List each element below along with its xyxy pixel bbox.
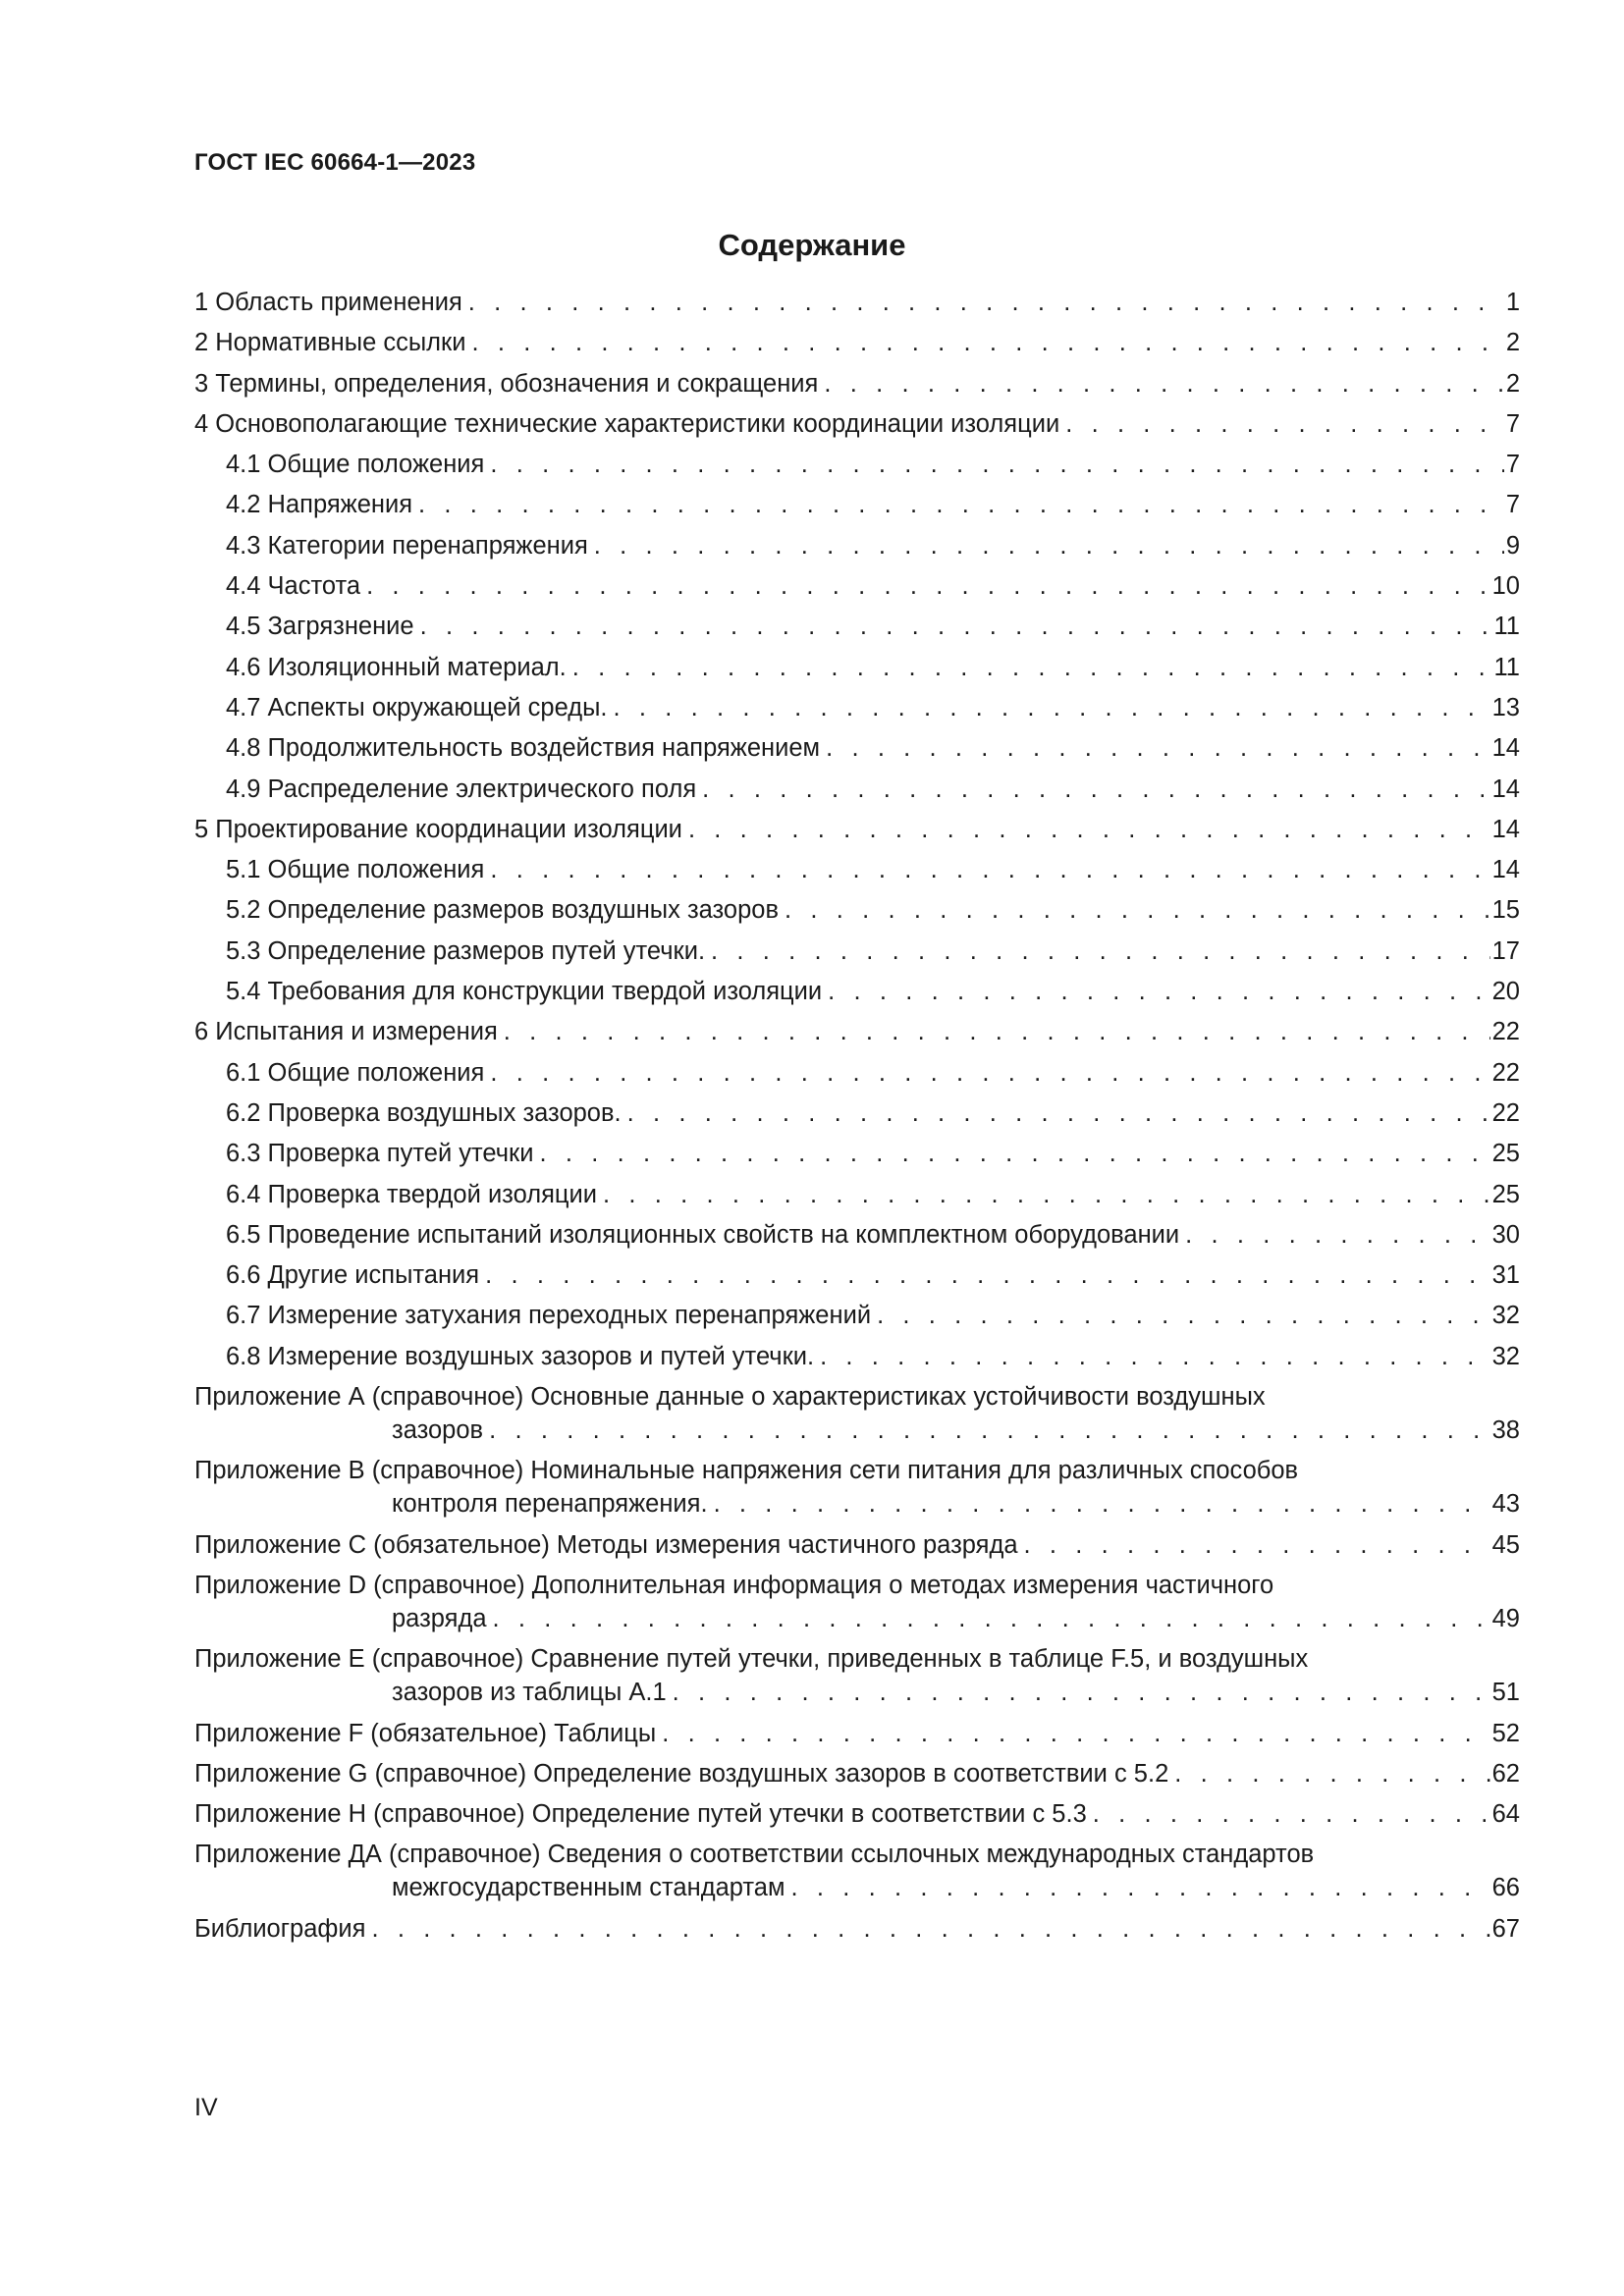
toc-annex-entry[interactable] xyxy=(194,1528,1520,1562)
toc-entry[interactable] xyxy=(194,1178,1520,1211)
dot-leader xyxy=(790,1871,1489,1904)
toc-entry[interactable] xyxy=(194,448,1520,481)
dot-leader xyxy=(490,448,1503,481)
toc-entry-label: Библиография xyxy=(194,1914,366,1943)
dot-leader xyxy=(603,1178,1490,1211)
toc-entry-label: 6.1 Общие положения xyxy=(226,1058,485,1087)
toc-entry-page: 7 xyxy=(1505,409,1520,438)
toc-entry-label: 4.5 Загрязнение xyxy=(226,613,414,641)
toc-entry-page: 45 xyxy=(1491,1530,1520,1559)
toc-entry-page: 66 xyxy=(1491,1874,1520,1902)
toc-entry-page: 17 xyxy=(1491,936,1520,965)
toc-entry-page: 32 xyxy=(1491,1302,1520,1330)
dot-leader xyxy=(504,1015,1490,1048)
table-of-contents xyxy=(194,286,1520,1952)
dot-leader xyxy=(877,1299,1490,1332)
toc-entry-label: 6.8 Измерение воздушных зазоров и путей утечки. xyxy=(226,1342,815,1370)
toc-entry-label-continued: разряда xyxy=(392,1604,487,1632)
toc-entry-label: Приложение D (справочное) Дополнительная информация о методах измерения частичного xyxy=(194,1571,1274,1599)
toc-entry-page: 7 xyxy=(1505,451,1520,479)
dot-leader xyxy=(627,1096,1490,1130)
dot-leader xyxy=(820,1340,1490,1373)
toc-entry[interactable] xyxy=(194,569,1520,603)
toc-entry[interactable] xyxy=(194,367,1520,400)
toc-entry[interactable] xyxy=(194,651,1520,684)
toc-entry-label-continued: зазоров из таблицы А.1 xyxy=(392,1679,667,1707)
toc-entry-label-continued: межгосударственным стандартам xyxy=(392,1874,785,1902)
toc-entry-page: 25 xyxy=(1491,1180,1520,1208)
toc-entry-page: 1 xyxy=(1505,289,1520,316)
toc-entry-page: 11 xyxy=(1493,653,1520,681)
dot-leader xyxy=(828,975,1489,1008)
toc-entry-page: 7 xyxy=(1505,491,1520,519)
dot-leader xyxy=(1065,407,1504,441)
toc-bibliography-entry[interactable] xyxy=(194,1912,1520,1946)
toc-entry-page: 43 xyxy=(1491,1490,1520,1519)
toc-entry-label: 5.2 Определение размеров воздушных зазоров xyxy=(226,896,780,925)
dot-leader xyxy=(490,1056,1489,1090)
toc-entry[interactable] xyxy=(194,1015,1520,1048)
toc-entry-page: 52 xyxy=(1491,1719,1520,1747)
toc-annex-entry[interactable] xyxy=(194,1642,1520,1709)
dot-leader xyxy=(468,286,1504,319)
toc-entry[interactable] xyxy=(194,407,1520,441)
dot-leader xyxy=(711,934,1490,968)
dot-leader xyxy=(702,773,1489,806)
dot-leader xyxy=(471,326,1503,359)
dot-leader xyxy=(539,1137,1489,1170)
page-number-footer: IV xyxy=(194,2094,218,2121)
toc-entry-page: 64 xyxy=(1491,1800,1520,1829)
toc-entry-label: Приложение А (справочное) Основные данные о характеристиках устойчивости воздушных xyxy=(194,1383,1266,1412)
dot-leader xyxy=(1024,1528,1490,1562)
toc-entry-label: 6.7 Измерение затухания переходных перенапряжений xyxy=(226,1302,872,1330)
dot-leader xyxy=(489,1414,1490,1447)
toc-entry[interactable] xyxy=(194,529,1520,562)
dot-leader xyxy=(490,853,1489,886)
toc-entry-label: Приложение С (обязательное) Методы измерения частичного разряда xyxy=(194,1530,1018,1559)
dot-leader xyxy=(714,1487,1490,1521)
toc-entry[interactable] xyxy=(194,1340,1520,1373)
toc-entry-page: 38 xyxy=(1491,1416,1520,1445)
toc-entry-page: 14 xyxy=(1491,734,1520,763)
toc-entry-label: Приложение F (обязательное) Таблицы xyxy=(194,1719,657,1747)
toc-entry[interactable] xyxy=(194,1299,1520,1332)
toc-entry-label-continued: контроля перенапряжения. xyxy=(392,1490,708,1519)
dot-leader xyxy=(1093,1797,1490,1831)
toc-entry-label: 4.4 Частота xyxy=(226,572,361,601)
toc-entry[interactable] xyxy=(194,1258,1520,1292)
toc-entry[interactable] xyxy=(194,326,1520,359)
toc-entry-label: Приложение Е (справочное) Сравнение путей утечки, приведенных в таблице F.5, и воздушных xyxy=(194,1645,1309,1674)
toc-entry-page: 10 xyxy=(1491,572,1520,601)
dot-leader xyxy=(785,893,1490,927)
dot-leader xyxy=(826,731,1490,765)
toc-entry-label: Приложение В (справочное) Номинальные напряжения сети питания для различных способов xyxy=(194,1457,1299,1485)
toc-entry-label: 6.5 Проведение испытаний изоляционных свойств на комплектном оборудовании xyxy=(226,1220,1180,1249)
toc-entry-page: 14 xyxy=(1491,815,1520,843)
page-title: Содержание xyxy=(718,228,906,262)
toc-entry-label: 4.3 Категории перенапряжения xyxy=(226,531,588,560)
toc-entry-label: 6.3 Проверка путей утечки xyxy=(226,1140,534,1168)
toc-annex-entry[interactable] xyxy=(194,1380,1520,1447)
toc-annex-entry[interactable] xyxy=(194,1454,1520,1521)
toc-annex-entry[interactable] xyxy=(194,1838,1520,1904)
document-id-header: ГОСТ IEC 60664-1—2023 xyxy=(194,149,476,176)
toc-entry[interactable] xyxy=(194,286,1520,319)
dot-leader xyxy=(824,367,1503,400)
toc-entry-label: Приложение Н (справочное) Определение путей утечки в соответствии с 5.3 xyxy=(194,1800,1087,1829)
toc-annex-entry[interactable] xyxy=(194,1717,1520,1750)
toc-entry-label: 4 Основополагающие технические характеристики координации изоляции xyxy=(194,409,1060,438)
toc-entry[interactable] xyxy=(194,691,1520,724)
dot-leader xyxy=(485,1258,1490,1292)
toc-entry[interactable] xyxy=(194,813,1520,846)
toc-entry-label: 2 Нормативные ссылки xyxy=(194,329,466,357)
toc-entry-label: 4.8 Продолжительность воздействия напряжением xyxy=(226,734,821,763)
toc-entry-label: 5.4 Требования для конструкции твердой изоляции xyxy=(226,978,823,1006)
toc-annex-entry[interactable] xyxy=(194,1797,1520,1831)
toc-entry-label: 4.1 Общие положения xyxy=(226,451,485,479)
toc-entry-label: 5.1 Общие положения xyxy=(226,856,485,884)
toc-entry-label: 4.6 Изоляционный материал. xyxy=(226,653,567,681)
dot-leader xyxy=(420,610,1492,643)
dot-leader xyxy=(493,1602,1490,1635)
toc-entry[interactable] xyxy=(194,1096,1520,1130)
toc-entry[interactable] xyxy=(194,853,1520,886)
toc-entry[interactable] xyxy=(194,1218,1520,1252)
toc-entry-page: 20 xyxy=(1491,978,1520,1006)
dot-leader xyxy=(673,1676,1490,1709)
toc-entry-page: 49 xyxy=(1491,1604,1520,1632)
toc-entry-page: 30 xyxy=(1491,1220,1520,1249)
toc-entry-label: 4.7 Аспекты окружающей среды. xyxy=(226,693,608,721)
toc-entry-page: 67 xyxy=(1491,1914,1520,1943)
toc-entry-label: 5 Проектирование координации изоляции xyxy=(194,815,682,843)
toc-entry-page: 14 xyxy=(1491,856,1520,884)
dot-leader xyxy=(418,488,1504,521)
toc-entry[interactable] xyxy=(194,1056,1520,1090)
toc-entry-page: 9 xyxy=(1505,531,1520,560)
dot-leader xyxy=(594,529,1504,562)
toc-entry[interactable] xyxy=(194,610,1520,643)
toc-entry[interactable] xyxy=(194,975,1520,1008)
toc-annex-entry[interactable] xyxy=(194,1757,1520,1790)
toc-entry-page: 22 xyxy=(1491,1098,1520,1127)
toc-entry-page: 22 xyxy=(1491,1018,1520,1046)
toc-entry-label: 4.2 Напряжения xyxy=(226,491,413,519)
toc-entry-page: 14 xyxy=(1491,774,1520,803)
toc-entry-page: 22 xyxy=(1491,1058,1520,1087)
toc-entry[interactable] xyxy=(194,488,1520,521)
dot-leader xyxy=(1185,1218,1489,1252)
toc-entry-label-continued: зазоров xyxy=(392,1416,484,1445)
dot-leader xyxy=(688,813,1490,846)
toc-entry-label: 6 Испытания и измерения xyxy=(194,1018,498,1046)
toc-entry-page: 31 xyxy=(1491,1261,1520,1290)
toc-entry-page: 15 xyxy=(1491,896,1520,925)
toc-entry-page: 2 xyxy=(1505,369,1520,398)
dot-leader xyxy=(1174,1757,1489,1790)
toc-entry-label: 5.3 Определение размеров путей утечки. xyxy=(226,936,706,965)
toc-entry-page: 13 xyxy=(1491,693,1520,721)
toc-entry-label: 1 Область применения xyxy=(194,289,462,316)
toc-entry-label: 3 Термины, определения, обозначения и сокращения xyxy=(194,369,819,398)
toc-entry-label: 4.9 Распределение электрического поля xyxy=(226,774,697,803)
toc-entry-label: 6.2 Проверка воздушных зазоров. xyxy=(226,1098,622,1127)
toc-entry[interactable] xyxy=(194,731,1520,765)
toc-entry[interactable] xyxy=(194,1137,1520,1170)
toc-entry-page: 25 xyxy=(1491,1140,1520,1168)
toc-entry-page: 11 xyxy=(1493,613,1520,641)
toc-entry-page: 62 xyxy=(1491,1759,1520,1788)
toc-entry[interactable] xyxy=(194,934,1520,968)
toc-annex-entry[interactable] xyxy=(194,1569,1520,1635)
dot-leader xyxy=(366,569,1490,603)
toc-entry-label: Приложение ДА (справочное) Сведения о соответствии ссылочных международных стандартов xyxy=(194,1841,1315,1869)
toc-entry-page: 2 xyxy=(1505,329,1520,357)
toc-entry-page: 32 xyxy=(1491,1342,1520,1370)
toc-entry[interactable] xyxy=(194,773,1520,806)
dot-leader xyxy=(572,651,1492,684)
dot-leader xyxy=(662,1717,1489,1750)
toc-entry-page: 51 xyxy=(1491,1679,1520,1707)
toc-entry[interactable] xyxy=(194,893,1520,927)
toc-entry-label: 6.6 Другие испытания xyxy=(226,1261,480,1290)
dot-leader xyxy=(371,1912,1489,1946)
toc-entry-label: 6.4 Проверка твердой изоляции xyxy=(226,1180,597,1208)
toc-entry-label: Приложение G (справочное) Определение воздушных зазоров в соответствии с 5.2 xyxy=(194,1759,1169,1788)
dot-leader xyxy=(614,691,1490,724)
